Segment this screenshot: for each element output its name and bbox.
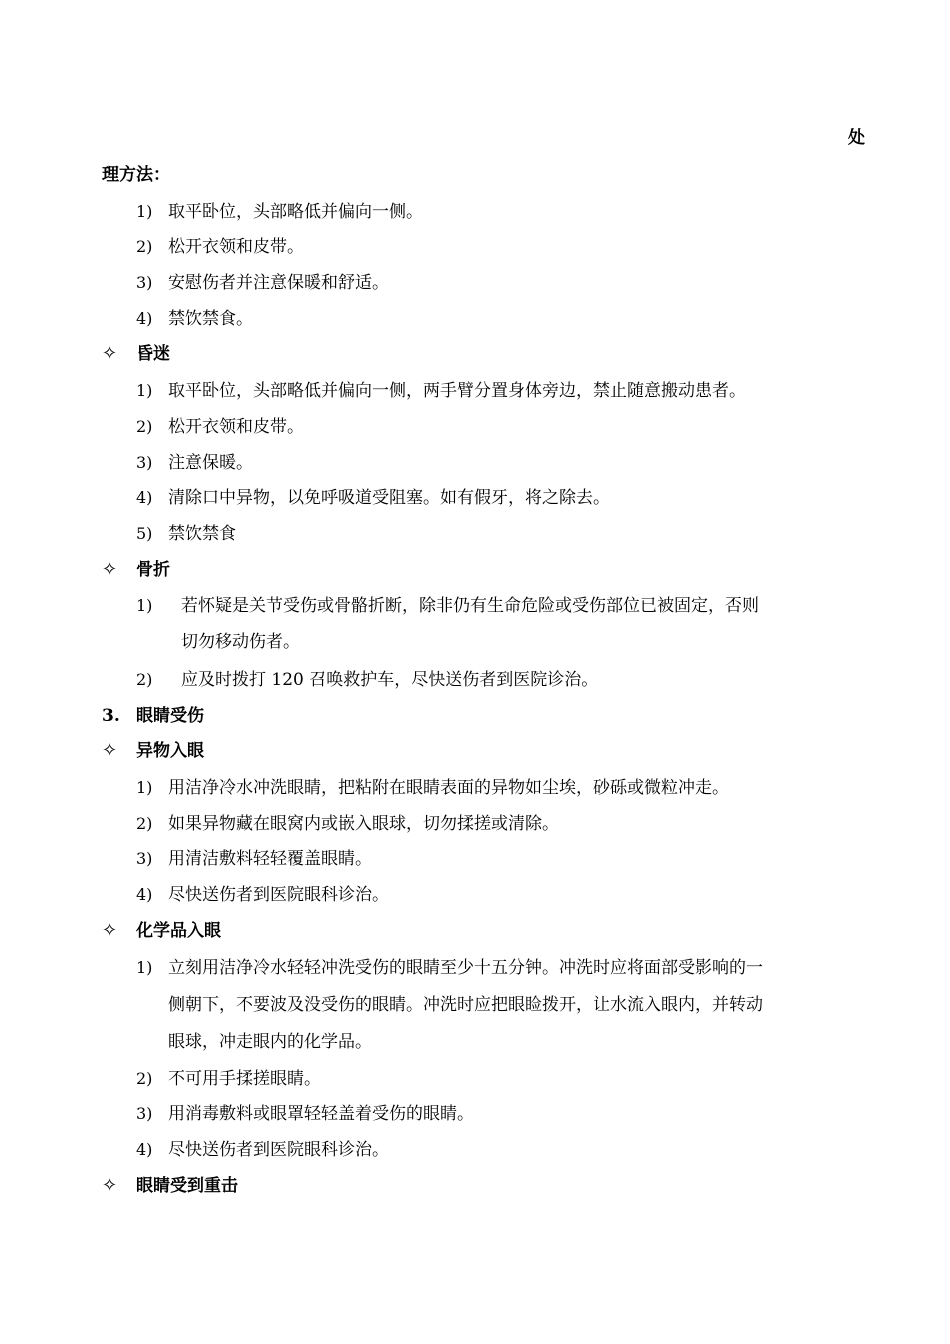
list-item-text: 眼球，冲走眼内的化学品。 [168,1032,372,1052]
list-item-text: 用消毒敷料或眼罩轻轻盖着受伤的眼睛。 [168,1104,474,1124]
section-number: 3. [102,706,120,726]
list-item-number: 2) [136,417,153,436]
list-item-number: 2) [136,237,153,256]
diamond-bullet-icon: ✧ [102,920,118,941]
list-item-text: 侧朝下，不要波及没受伤的眼睛。冲洗时应把眼睑拨开，让水流入眼内，并转动 [168,995,763,1015]
list-item-number: 1) [136,778,153,797]
list-item-text: 松开衣领和皮带。 [168,417,304,437]
list-item-text: 用清洁敷料轻轻覆盖眼睛。 [168,849,372,869]
fracture-heading: 骨折 [136,560,170,580]
list-item-text: 不可用手揉搓眼睛。 [168,1069,321,1089]
list-item-number: 1) [136,381,153,400]
list-item-number: 4) [136,1140,153,1159]
list-item-number: 3) [136,1104,153,1123]
list-item-text: 取平卧位，头部略低并偏向一侧，两手臂分置身体旁边，禁止随意搬动患者。 [168,381,746,401]
diamond-bullet-icon: ✧ [102,1175,118,1196]
list-item-number: 4) [136,488,153,507]
list-item-text: 尽快送伤者到医院眼科诊治。 [168,885,389,905]
list-item-text: 用洁净冷水冲洗眼睛，把粘附在眼睛表面的异物如尘埃，砂砾或微粒冲走。 [168,778,729,798]
list-item-text: 安慰伤者并注意保暖和舒适。 [168,273,389,293]
list-item-text: 注意保暖。 [168,453,253,473]
list-item-number: 4) [136,885,153,904]
diamond-bullet-icon: ✧ [102,343,118,364]
list-item-text: 禁饮禁食。 [168,309,253,329]
list-item-text: 如果异物藏在眼窝内或嵌入眼球，切勿揉搓或清除。 [168,814,559,834]
header-fragment: 处 [848,128,865,148]
list-item-text: 取平卧位，头部略低并偏向一侧。 [168,202,423,222]
foreign-body-heading: 异物入眼 [136,741,204,761]
list-item-number: 3) [136,453,153,472]
list-item-number: 2) [136,670,153,689]
list-item-number: 3) [136,849,153,868]
list-item-text: 立刻用洁净冷水轻轻冲洗受伤的眼睛至少十五分钟。冲洗时应将面部受影响的一 [168,958,763,978]
list-item-number: 4) [136,309,153,328]
list-item-text: 切勿移动伤者。 [181,632,300,652]
coma-heading: 昏迷 [136,344,170,364]
list-item-number: 1) [136,958,153,977]
list-item-text: 尽快送伤者到医院眼科诊治。 [168,1140,389,1160]
diamond-bullet-icon: ✧ [102,559,118,580]
list-item-text: 松开衣领和皮带。 [168,237,304,257]
list-item-text: 清除口中异物，以免呼吸道受阻塞。如有假牙，将之除去。 [168,488,610,508]
eye-impact-heading: 眼睛受到重击 [136,1176,238,1196]
list-item-number: 1) [136,202,153,221]
list-item-text: 应及时拨打 120 召唤救护车，尽快送伤者到医院诊治。 [181,670,599,690]
list-item-number: 2) [136,1069,153,1088]
list-item-number: 3) [136,273,153,292]
chemical-heading: 化学品入眼 [136,921,221,941]
treatment-heading: 理方法： [102,165,170,185]
list-item-number: 1) [136,596,153,615]
list-item-number: 2) [136,814,153,833]
list-item-number: 5) [136,524,153,543]
section-title: 眼睛受伤 [136,706,204,726]
list-item-text: 禁饮禁食 [168,524,236,544]
list-item-text: 若怀疑是关节受伤或骨骼折断，除非仍有生命危险或受伤部位已被固定，否则 [181,596,759,616]
diamond-bullet-icon: ✧ [102,740,118,761]
